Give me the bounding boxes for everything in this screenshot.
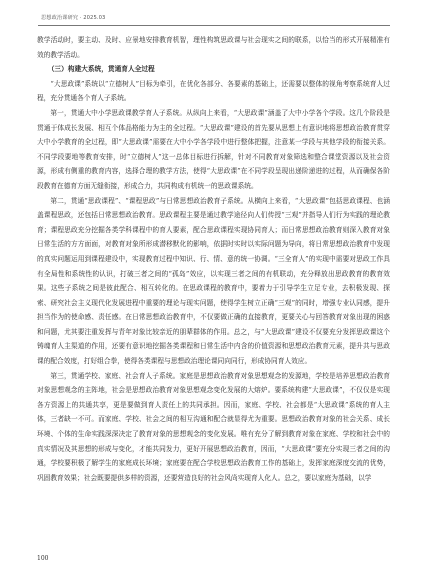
article-body	[37, 33, 390, 485]
header-divider	[38, 25, 390, 26]
running-header: 思想政治课研究 · 2025.03	[41, 15, 106, 21]
section-heading: （三）构建大系统，贯通育人全过程	[47, 65, 155, 74]
paragraph-intro: “大思政课”系统以“立德树人”目标为牵引，在优化各部分、各要素的基础上，还需要以整体的视角考察系统育人过程，充分贯通各个育人子系统。	[37, 79, 390, 103]
paragraph-second-point: 第二，贯通“思政课程”、“课程思政”与日常思想政治教育子系统。从横向上来看，“大思政课”包括思政课程、也涵盖课程思政，还包括日常思想政治教育。思政课程主要是通过教学途径向人们传授“三观”并指导人们行为实践的理论教育；课程思政充分挖掘各类学科课程中的育人要素，配合思政课程实现协同育人；而日常思想政治教育则深入教育对象日常生活的方方面面，对教育对象所形成潜移默化的影响，依据时实时以实际问题为导向，将日常思想政治教育中发现的真实问题运用到课程建设中，实现教育过程中知识、行、情、意的统一协调。“三全育人”的实现中需要对思政工作具有全局性和系统性的认识，打破三者之间的“孤岛”效应，以实现三者之间的有机联动，充分释放出思政教育的教育效果。这些子系统之间是彼此配合、相互转化的。在思政课程的教育中，要着力于引导学生立足专业，去积极发现、探索、研究社会主义现代化发展进程中重要的理论与现实问题，使得学生树立正确“三观”的同时，增强专业认同感，提升担当作为的使命感、责任感。在日常思想政治教育中，不仅要做正确的直接教育，更要关心与回答教育对象出现的困惑和问题，尤其要注重发挥与青年对象比较亲近的朋辈群体的作用。总之，与“大思政课”建设不仅要充分发挥思政课这个铸魂育人主渠道的作用，还要有意识地挖掘各类课程和日常生活中内含的价值资源和思想政治教育元素，提升共与思政课的配合效度，打好组合拳，使得各类课程与思想政治理论课同向同行，形成协同育人效应。	[37, 196, 390, 366]
paragraph-continuation: 教学活动时，要主动、及时、应景地安排教育机智，理性构筑思政课与社会现实之间的联系，以恰当的形式开展精准有效的教学活动。	[37, 36, 390, 59]
page-number: 100	[37, 555, 49, 562]
paragraph-first-point: 第一，贯通大中小学思政课教学育人子系统。从纵向上来看，“大思政课”涵盖了大中小学各个学段。这几个阶段是贯通于体成长发展、相互个体品格能力为主的全过程。“大思政课”建设的首先要从思想上有意识地将思想政治教育贯穿大中小学教育的全过程，即“大思政课”需要在大中小学各学段中进行整体把握，注意某一学段与其他学段的衔接关系。不同学段要地等教育安排，时“立德树人”这一总体目标进行拆解，针对不同教育对象筛选和整合课堂资源以及社会资源，形成有侧重的教育内容，选择合理的教学方法，使得“大思政课”在不同学段呈现出递阶递进的过程，从而确保各阶段教育在德育方面无缝衔接，形成合力，共同构成有机统一的思政课系统。	[37, 108, 390, 190]
paragraph-third-point: 第三，贯通学校、家庭、社会育人子系统。家庭是思想政治教育对象思想观念的发源地，学校是培养思想政治教育对象思想观念的主阵地，社会是思想政治教育对象思想观念变化发展的大熔炉。要系统构建“大思政课”，不仅仅是实现各方资源上的共通共享，更是要做到育人责任上的共同承担。因而，家庭、学校、社会都是“大思政课”系统的育人主体，三者缺一不可。而家庭、学校、社会之间的相互沟通和配合就显得尤为重要。思想政治教育对象的社会关系、成长环境、个体的生命实践深深决定了教育对象的思想观念的变化发展。唯有充分了解到教育对象在家庭、学校和社会中的真实情况及其思想的形成与变化，才能共同发力，更好开展思想政治教育，因而，“大思政课”要充分实现三者之间的沟通，学校要积极了解学生的家庭成长环境；家庭要在配合学校思想政治教育工作的基础上，发挥家庭深度交流的优势，巩固教育效果；社会既要提供多样的资源，还要营造良好的社会风尚实现育人化人。总之，要以家庭为基础，以学	[37, 371, 390, 482]
